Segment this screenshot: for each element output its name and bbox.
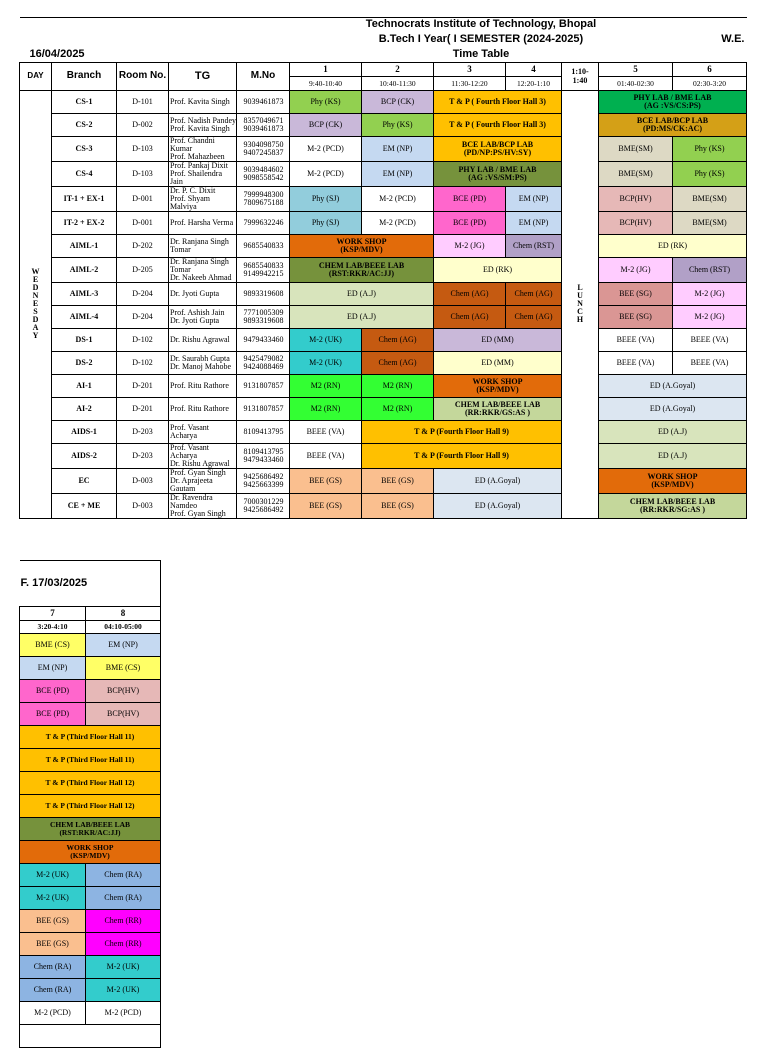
room-cell: D-101 [117, 91, 169, 114]
schedule-cell: Chem (RA) [20, 979, 86, 1002]
tg-cell: Prof. Chandni Kumar Prof. Mahazbeen [169, 137, 237, 162]
table-row [20, 444, 747, 469]
schedule-cell: EM (NP) [20, 657, 86, 680]
branch-cell: CS-2 [52, 114, 117, 137]
schedule-cell: ED (A.J) [290, 306, 434, 329]
schedule-cell: BEE (GS) [362, 494, 434, 519]
period-8: 8 [86, 607, 161, 621]
schedule-cell: Phy (KS) [673, 162, 747, 187]
schedule-cell: M2 (RN) [290, 398, 362, 421]
table-row [20, 703, 161, 726]
schedule-cell: BEEE (VA) [673, 352, 747, 375]
mno-cell: 9893319608 [237, 283, 290, 306]
period-5: 5 [599, 63, 673, 77]
tg-cell: Prof. Ritu Rathore [169, 398, 237, 421]
branch-cell: AIDS-1 [52, 421, 117, 444]
we-date: F. 17/03/2025 [20, 561, 161, 607]
branch-cell: CE + ME [52, 494, 117, 519]
tg-cell: Dr. Ranjana Singh Tomar Dr. Nakeeb Ahmad [169, 258, 237, 283]
time-1: 9:40-10:40 [290, 77, 362, 91]
mno-cell: 8109413795 9479433460 [237, 444, 290, 469]
schedule-cell: T & P (Third Floor Hall 11) [20, 726, 161, 749]
schedule-cell: ED (RK) [599, 235, 747, 258]
mno-cell: 8357049671 9039461873 [237, 114, 290, 137]
table-row [20, 956, 161, 979]
schedule-cell: M-2 (PCD) [86, 1002, 161, 1025]
tg-cell: Prof. Nadish Pandey Prof. Kavita Singh [169, 114, 237, 137]
schedule-cell: BEE (SG) [599, 306, 673, 329]
schedule-cell: M2 (RN) [362, 398, 434, 421]
period-6: 6 [673, 63, 747, 77]
tg-cell: Dr. Jyoti Gupta [169, 283, 237, 306]
schedule-cell: T & P (Third Floor Hall 12) [20, 795, 161, 818]
schedule-cell: Chem (AG) [506, 306, 562, 329]
schedule-cell: Chem (RA) [20, 956, 86, 979]
schedule-cell: WORK SHOP (KSP/MDV) [434, 375, 562, 398]
table-row [20, 162, 747, 187]
mno-cell: 9685540833 [237, 235, 290, 258]
schedule-cell: ED (A.Goyal) [599, 375, 747, 398]
schedule-cell: BEEE (VA) [673, 329, 747, 352]
time-6: 02:30-3:20 [673, 77, 747, 91]
table-row [20, 795, 161, 818]
schedule-cell: BME(SM) [599, 162, 673, 187]
time-8: 04:10-05:00 [86, 621, 161, 634]
schedule-cell: ED (A.Goyal) [599, 398, 747, 421]
lunch-label: LUNCH [576, 283, 584, 325]
schedule-cell: EM (NP) [506, 212, 562, 235]
mno-cell: 9039461873 [237, 91, 290, 114]
table-row [20, 187, 747, 212]
mno-cell: 9685540833 9149942215 [237, 258, 290, 283]
branch-cell: AIML-4 [52, 306, 117, 329]
day-cell [20, 91, 52, 519]
mno-cell: 7000301229 9425686492 [237, 494, 290, 519]
schedule-cell: BCE (PD) [434, 187, 506, 212]
schedule-cell: BCE (PD) [434, 212, 506, 235]
mno-cell: 9304098750 9407245837 [237, 137, 290, 162]
col-tg: TG [169, 63, 237, 91]
schedule-cell: Phy (SJ) [290, 187, 362, 212]
program-title: B.Tech I Year( I SEMESTER (2024-2025) [378, 33, 584, 46]
schedule-cell: BCP (CK) [290, 114, 362, 137]
schedule-cell: T & P (Third Floor Hall 12) [20, 772, 161, 795]
branch-cell: AI-1 [52, 375, 117, 398]
table-row [20, 494, 747, 519]
schedule-cell: BCE LAB/BCP LAB (PD:MS/CK:AC) [599, 114, 747, 137]
branch-cell: AIML-1 [52, 235, 117, 258]
schedule-cell: BME(SM) [599, 137, 673, 162]
table-row [20, 726, 161, 749]
schedule-cell: BEE (SG) [599, 283, 673, 306]
table-row [20, 212, 747, 235]
schedule-cell: BCP (CK) [362, 91, 434, 114]
mno-cell: 9039484602 9098558542 [237, 162, 290, 187]
table-row [20, 887, 161, 910]
tg-cell: Prof. Ashish Jain Dr. Jyoti Gupta [169, 306, 237, 329]
we-label: W.E. [721, 33, 745, 46]
schedule-cell: Chem (AG) [362, 352, 434, 375]
room-cell: D-102 [117, 352, 169, 375]
room-cell: D-203 [117, 421, 169, 444]
schedule-cell: BCE (PD) [20, 680, 86, 703]
schedule-cell: BEEE (VA) [599, 329, 673, 352]
branch-cell: AIML-3 [52, 283, 117, 306]
mno-cell: 9425479082 9424088469 [237, 352, 290, 375]
room-cell: D-201 [117, 375, 169, 398]
time-7: 3:20-4:10 [20, 621, 86, 634]
table-row [20, 1025, 161, 1048]
lunch-cell [562, 91, 599, 519]
period-2: 2 [362, 63, 434, 77]
mno-cell: 7999948300 7809675188 [237, 187, 290, 212]
table-row [20, 864, 161, 887]
schedule-cell: M-2 (JG) [599, 258, 673, 283]
table-row [20, 114, 747, 137]
schedule-cell: BEE (GS) [362, 469, 434, 494]
branch-cell: CS-4 [52, 162, 117, 187]
tg-cell: Prof. Vasant Acharya [169, 421, 237, 444]
col-day: DAY [20, 63, 52, 91]
table-row [20, 329, 747, 352]
tg-cell: Prof. Gyan Singh Dr. Aprajeeta Gautam [169, 469, 237, 494]
schedule-cell: BCE (PD) [20, 703, 86, 726]
table-row [20, 421, 747, 444]
room-cell: D-202 [117, 235, 169, 258]
schedule-cell: M-2 (PCD) [290, 137, 362, 162]
lunch-time: 1:10- 1:40 [562, 63, 599, 91]
schedule-cell: ED (A.J) [599, 421, 747, 444]
room-cell: D-201 [117, 398, 169, 421]
table-row [20, 137, 747, 162]
tg-cell: Prof. Harsha Verma [169, 212, 237, 235]
tg-cell: Prof. Pankaj Dixit Prof. Shailendra Jain [169, 162, 237, 187]
room-cell: D-204 [117, 306, 169, 329]
table-row [20, 91, 747, 114]
schedule-cell: M-2 (UK) [20, 864, 86, 887]
empty-cell [20, 1025, 161, 1048]
schedule-cell: EM (NP) [506, 187, 562, 212]
schedule-cell: WORK SHOP (KSP/MDV) [20, 841, 161, 864]
institute-name: Technocrats Institute of Technology, Bhopal [290, 18, 673, 33]
schedule-cell: ED (MM) [434, 329, 562, 352]
schedule-cell: Chem (AG) [434, 283, 506, 306]
table-row [20, 634, 161, 657]
timetable-title: Time Table [452, 47, 510, 60]
schedule-cell: BEE (GS) [20, 910, 86, 933]
col-mno: M.No [237, 63, 290, 91]
schedule-cell: CHEM LAB/BEEE LAB (RR:RKR/GS:AS ) [434, 398, 562, 421]
schedule-cell: Chem (AG) [362, 329, 434, 352]
tg-cell: Dr. Saurabh Gupta Dr. Manoj Mahobe [169, 352, 237, 375]
mno-cell: 9479433460 [237, 329, 290, 352]
schedule-cell: M2 (RN) [290, 375, 362, 398]
mno-cell: 9131807857 [237, 398, 290, 421]
table-row [20, 352, 747, 375]
schedule-cell: PHY LAB / BME LAB (AG :VS/CS:PS) [599, 91, 747, 114]
schedule-cell: EM (NP) [362, 162, 434, 187]
mno-cell: 9131807857 [237, 375, 290, 398]
branch-cell: CS-3 [52, 137, 117, 162]
schedule-cell: WORK SHOP (KSP/MDV) [290, 235, 434, 258]
time-5: 01:40-02:30 [599, 77, 673, 91]
branch-cell: AIML-2 [52, 258, 117, 283]
schedule-cell: M-2 (JG) [673, 283, 747, 306]
schedule-cell: M2 (RN) [362, 375, 434, 398]
room-cell: D-002 [117, 114, 169, 137]
schedule-cell: BEEE (VA) [290, 444, 362, 469]
schedule-cell: M-2 (UK) [290, 352, 362, 375]
schedule-cell: WORK SHOP (KSP/MDV) [599, 469, 747, 494]
timetable-main [19, 17, 747, 519]
schedule-cell: M-2 (PCD) [290, 162, 362, 187]
table-row [20, 680, 161, 703]
room-cell: D-205 [117, 258, 169, 283]
table-row [20, 1002, 161, 1025]
branch-cell: DS-1 [52, 329, 117, 352]
schedule-cell: T & P ( Fourth Floor Hall 3) [434, 91, 562, 114]
schedule-cell: BCP(HV) [599, 187, 673, 212]
schedule-cell: Chem (RST) [506, 235, 562, 258]
timetable-continuation [19, 560, 161, 1048]
schedule-cell: CHEM LAB/BEEE LAB (RR:RKR/SG:AS ) [599, 494, 747, 519]
table-row [20, 910, 161, 933]
tg-cell: Prof. Ritu Rathore [169, 375, 237, 398]
schedule-cell: M-2 (UK) [290, 329, 362, 352]
time-4: 12:20-1:10 [506, 77, 562, 91]
schedule-cell: BCP(HV) [599, 212, 673, 235]
schedule-cell: T & P (Fourth Floor Hall 9) [362, 421, 562, 444]
period-3: 3 [434, 63, 506, 77]
date-left: 16/04/2025 [29, 47, 85, 60]
schedule-cell: BEEE (VA) [290, 421, 362, 444]
table-row [20, 657, 161, 680]
table-row [20, 841, 161, 864]
table-row [20, 749, 161, 772]
period-1: 1 [290, 63, 362, 77]
schedule-cell: Chem (AG) [434, 306, 506, 329]
schedule-cell: Chem (RST) [673, 258, 747, 283]
table-row [20, 818, 161, 841]
schedule-cell: M-2 (PCD) [362, 212, 434, 235]
schedule-cell: BCE LAB/BCP LAB (PD/NP:PS/HV:SY) [434, 137, 562, 162]
branch-cell: CS-1 [52, 91, 117, 114]
room-cell: D-003 [117, 494, 169, 519]
room-cell: D-001 [117, 212, 169, 235]
schedule-cell: BEEE (VA) [599, 352, 673, 375]
table-row [20, 258, 747, 283]
schedule-cell: CHEM LAB/BEEE LAB (RST:RKR/AC:JJ) [20, 818, 161, 841]
tg-cell: Prof. Kavita Singh [169, 91, 237, 114]
schedule-cell: BCP(HV) [86, 680, 161, 703]
tg-cell: Dr. Ravendra Namdeo Prof. Gyan Singh [169, 494, 237, 519]
schedule-cell: Phy (KS) [673, 137, 747, 162]
table-row [20, 933, 161, 956]
tg-cell: Prof. Vasant Acharya Dr. Rishu Agrawal [169, 444, 237, 469]
schedule-cell: EM (NP) [86, 634, 161, 657]
period-4: 4 [506, 63, 562, 77]
schedule-cell: ED (A.Goyal) [434, 494, 562, 519]
room-cell: D-003 [117, 469, 169, 494]
schedule-cell: Chem (AG) [506, 283, 562, 306]
schedule-cell: BME (CS) [20, 634, 86, 657]
table-row [20, 469, 747, 494]
schedule-cell: BCP(HV) [86, 703, 161, 726]
table-row [20, 375, 747, 398]
col-branch: Branch [52, 63, 117, 91]
schedule-cell: Chem (RR) [86, 933, 161, 956]
schedule-cell: ED (A.J) [290, 283, 434, 306]
room-cell: D-203 [117, 444, 169, 469]
schedule-cell: Phy (KS) [290, 91, 362, 114]
table-row [20, 306, 747, 329]
branch-cell: IT-1 + EX-1 [52, 187, 117, 212]
schedule-cell: M-2 (UK) [86, 956, 161, 979]
mno-cell: 8109413795 [237, 421, 290, 444]
schedule-cell: T & P (Third Floor Hall 11) [20, 749, 161, 772]
schedule-cell: EM (NP) [362, 137, 434, 162]
room-cell: D-001 [117, 187, 169, 212]
branch-cell: IT-2 + EX-2 [52, 212, 117, 235]
mno-cell: 9425686492 9425663399 [237, 469, 290, 494]
branch-cell: DS-2 [52, 352, 117, 375]
tg-cell: Dr. Rishu Agrawal [169, 329, 237, 352]
schedule-cell: BEE (GS) [290, 494, 362, 519]
schedule-cell: BME(SM) [673, 187, 747, 212]
schedule-cell: M-2 (JG) [434, 235, 506, 258]
schedule-cell: BME(SM) [673, 212, 747, 235]
schedule-cell: ED (MM) [434, 352, 562, 375]
schedule-cell: M-2 (UK) [86, 979, 161, 1002]
schedule-cell: CHEM LAB/BEEE LAB (RST:RKR/AC:JJ) [290, 258, 434, 283]
time-3: 11:30-12:20 [434, 77, 506, 91]
room-cell: D-204 [117, 283, 169, 306]
schedule-cell: Phy (KS) [362, 114, 434, 137]
branch-cell: EC [52, 469, 117, 494]
table-row [20, 979, 161, 1002]
schedule-cell: M-2 (PCD) [20, 1002, 86, 1025]
schedule-cell: ED (A.J) [599, 444, 747, 469]
branch-cell: AI-2 [52, 398, 117, 421]
tg-cell: Dr. Ranjana Singh Tomar [169, 235, 237, 258]
mno-cell: 7771005309 9893319608 [237, 306, 290, 329]
schedule-cell: Chem (RA) [86, 887, 161, 910]
period-7: 7 [20, 607, 86, 621]
room-cell: D-103 [117, 137, 169, 162]
table-row [20, 283, 747, 306]
schedule-cell: M-2 (PCD) [362, 187, 434, 212]
schedule-cell: BEE (GS) [290, 469, 362, 494]
day-label: WEDNESDAY [31, 267, 40, 341]
time-2: 10:40-11:30 [362, 77, 434, 91]
table-row [20, 235, 747, 258]
schedule-cell: M-2 (JG) [673, 306, 747, 329]
schedule-cell: PHY LAB / BME LAB (AG :VS/SM:PS) [434, 162, 562, 187]
schedule-cell: ED (RK) [434, 258, 562, 283]
col-room: Room No. [117, 63, 169, 91]
table-row [20, 772, 161, 795]
schedule-cell: BME (CS) [86, 657, 161, 680]
tg-cell: Dr. P. C. Dixit Prof. Shyam Malviya [169, 187, 237, 212]
schedule-cell: M-2 (UK) [20, 887, 86, 910]
room-cell: D-103 [117, 162, 169, 187]
table-row [20, 398, 747, 421]
schedule-cell: ED (A.Goyal) [434, 469, 562, 494]
schedule-cell: T & P ( Fourth Floor Hall 3) [434, 114, 562, 137]
schedule-cell: BEE (GS) [20, 933, 86, 956]
room-cell: D-102 [117, 329, 169, 352]
branch-cell: AIDS-2 [52, 444, 117, 469]
mno-cell: 7999632246 [237, 212, 290, 235]
schedule-cell: Phy (SJ) [290, 212, 362, 235]
schedule-cell: T & P (Fourth Floor Hall 9) [362, 444, 562, 469]
schedule-cell: Chem (RA) [86, 864, 161, 887]
schedule-cell: Chem (RR) [86, 910, 161, 933]
